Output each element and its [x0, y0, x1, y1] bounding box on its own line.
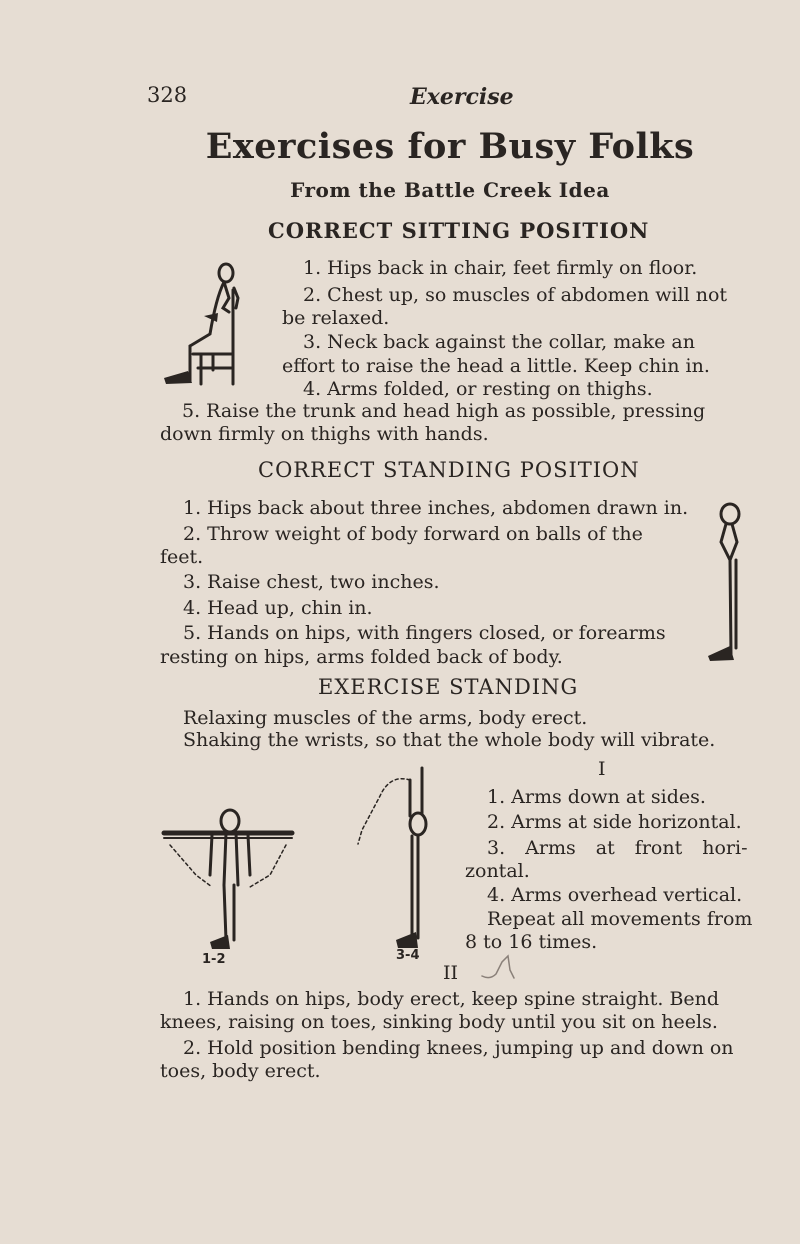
figure-label-1-2: 1-2 [202, 952, 226, 967]
sitting-item: 2. Chest up, so muscles of abdomen will not [303, 284, 728, 306]
exercise-intro: Shaking the wrists, so that the whole body will vibrate. [183, 729, 716, 751]
running-title: Exercise [410, 84, 514, 110]
exercise-heading: EXERCISE STANDING [318, 675, 579, 699]
part-two-numeral: II [443, 962, 459, 984]
part-two-item: knees, raising on toes, sinking body until you sit on heels. [160, 1011, 718, 1033]
standing-figure-illustration [700, 498, 755, 664]
sitting-item: 3. Neck back against the collar, make an [303, 331, 695, 353]
standing-item: feet. [160, 546, 204, 568]
page-title: Exercises for Busy Folks [205, 126, 695, 167]
part-two-item: 1. Hands on hips, body erect, keep spine straight. Bend [183, 988, 720, 1010]
standing-item: 1. Hips back about three inches, abdomen drawn in. [183, 497, 689, 519]
part-two-item: toes, body erect. [160, 1060, 321, 1082]
page-number: 328 [147, 83, 188, 107]
standing-item: 5. Hands on hips, with fingers closed, or forearms [183, 622, 666, 644]
standing-item: 3. Raise chest, two inches. [183, 571, 440, 593]
exercise-intro: Relaxing muscles of the arms, body erect. [183, 707, 588, 729]
sitting-item: effort to raise the head a little. Keep chin in. [282, 355, 710, 377]
standing-heading: CORRECT STANDING POSITION [258, 458, 640, 482]
sitting-item: 1. Hips back in chair, feet firmly on floor. [303, 257, 698, 279]
part-one-item: 1. Arms down at sides. [487, 786, 706, 808]
part-one-item: Repeat all movements from [487, 908, 753, 930]
sitting-heading: CORRECT SITTING POSITION [268, 218, 650, 243]
part-one-numeral: I [598, 758, 606, 780]
sitting-item: 5. Raise the trunk and head high as possible, pressing [182, 400, 706, 422]
sitting-item: 4. Arms folded, or resting on thighs. [303, 378, 653, 400]
part-one-item: 2. Arms at side horizontal. [487, 811, 742, 833]
standing-item: resting on hips, arms folded back of body. [160, 646, 563, 668]
part-one-item: 8 to 16 times. [465, 931, 598, 953]
part-one-item: 3. Arms at front hori- [487, 837, 748, 859]
sitting-item: be relaxed. [282, 307, 390, 329]
standing-item: 4. Head up, chin in. [183, 597, 373, 619]
arms-front-figure-illustration [340, 760, 440, 950]
page-subtitle: From the Battle Creek Idea [290, 178, 610, 202]
part-one-item: 4. Arms overhead vertical. [487, 884, 743, 906]
part-two-item: 2. Hold position bending knees, jumping up and down on [183, 1037, 734, 1059]
figure-label-3-4: 3-4 [396, 948, 420, 963]
sitting-item: down firmly on thighs with hands. [160, 423, 489, 445]
standing-item: 2. Throw weight of body forward on balls of the [183, 523, 643, 545]
part-one-item: zontal. [465, 860, 530, 882]
arms-side-figure-illustration [160, 805, 300, 953]
seated-figure-illustration [158, 256, 243, 390]
crouching-figure-illustration [480, 950, 516, 982]
